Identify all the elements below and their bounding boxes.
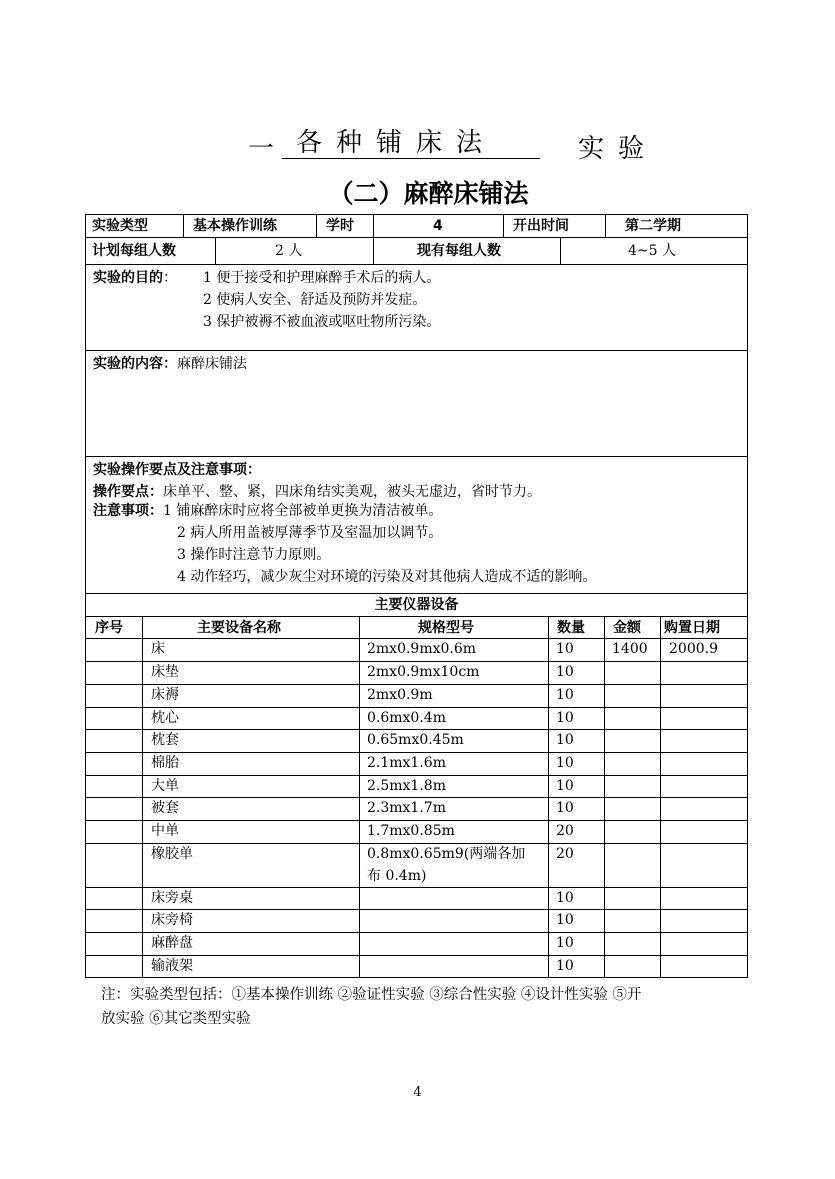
equipment-amount: 1400 [612,641,648,657]
content-value: 麻醉床铺法 [177,356,247,372]
precaution-item: 3 操作时注意节力原则。 [177,547,331,563]
equipment-spec: 2mx0.9mx10cm [367,664,480,680]
equipment-name: 被套 [151,800,179,816]
equipment-spec: 0.65mx0.45m [367,732,464,748]
offer-time-value: 第二学期 [625,218,681,234]
equipment-spec: 0.6mx0.4m [367,710,446,726]
page-number: 4 [413,1085,422,1100]
current-group-size-label: 现有每组人数 [417,243,501,259]
experiment-type-label: 实验类型 [92,218,148,234]
precaution-item: 1 铺麻醉床时应将全部被单更换为清洁被单。 [163,503,443,519]
col-divider [215,237,216,264]
hours-label: 学时 [326,218,354,234]
equipment-spec-continued: 布 0.4m) [367,868,427,884]
equipment-name: 棉胎 [151,755,179,771]
col-divider [316,214,317,237]
points-heading: 实验操作要点及注意事项： [93,462,261,478]
title-chapter-dash: 一 [248,134,275,164]
equipment-quantity: 10 [556,958,574,974]
col-divider [373,214,374,264]
equipment-name: 橡胶单 [151,846,193,862]
equipment-quantity: 10 [556,755,574,771]
row-divider [85,456,748,457]
equipment-name: 床旁椅 [151,912,193,928]
precautions [93,500,442,522]
current-group-size-value: 4~5 人 [628,243,676,259]
column-header-name: 主要设备名称 [197,620,281,636]
equipment-quantity: 20 [556,846,574,862]
equipment-heading: 主要仪器设备 [374,597,459,613]
equipment-name: 床褥 [151,687,179,703]
column-header-no: 序号 [95,620,123,636]
precaution-item: 2 病人所用盖被厚薄季节及室温加以调节。 [177,525,443,541]
equipment-quantity: 20 [556,823,574,839]
purpose-colon: ： [163,270,177,286]
title-experiment-name: 各种铺床法 [282,128,540,159]
precautions-label: 注意事项： [93,503,163,519]
equipment-name: 床 [151,641,165,657]
planned-group-size-value: 2 人 [275,243,303,259]
equipment-quantity: 10 [556,935,574,951]
equipment-quantity: 10 [556,710,574,726]
equipment-name: 床垫 [151,664,179,680]
purpose-item: 2 使病人安全、舒适及预防并发症。 [203,292,427,308]
purpose-label: 实验的目的 [93,270,163,286]
equipment-quantity: 10 [556,641,574,657]
footnote-line: 注：实验类型包括：①基本操作训练 ②验证性实验 ③综合性实验 ④设计性实验 ⑤开 [101,987,642,1003]
equipment-quantity: 10 [556,800,574,816]
equipment-quantity: 10 [556,890,574,906]
content-label: 实验的内容： [93,356,177,372]
hours-value: 4 [433,218,443,234]
col-divider [183,214,184,237]
equipment-spec: 2mx0.9mx0.6m [367,641,477,657]
equipment-name: 大单 [151,778,179,794]
purpose-item: 1 便于接受和护理麻醉手术后的病人。 [203,270,441,286]
equipment-name: 麻醉盘 [151,935,193,951]
purpose-section [93,267,177,289]
precaution-item: 4 动作轻巧，减少灰尘对环境的污染及对其他病人造成不适的影响。 [177,569,597,585]
equipment-spec: 2.1mx1.6m [367,755,446,771]
row-divider [85,264,748,265]
equipment-name: 输液架 [151,958,193,974]
equipment-spec: 2mx0.9m [367,687,433,703]
operation-points-value: 床单平、整、紧，四床角结实美观，被头无虚边，省时节力。 [163,484,541,500]
equipment-name: 枕心 [151,710,179,726]
experiment-type-value: 基本操作训练 [193,218,277,234]
footnote-line: 放实验 ⑥其它类型实验 [101,1011,251,1027]
footnote [101,983,751,1031]
equipment-spec: 0.8mx0.65m9(两端各加 [367,846,526,862]
equipment-quantity: 10 [556,778,574,794]
equipment-quantity: 10 [556,664,574,680]
document-title [0,126,835,166]
column-header-quantity: 数量 [557,620,585,636]
equipment-purchase-date: 2000.9 [669,641,718,657]
row-divider [85,350,748,351]
equipment-name: 枕套 [151,732,179,748]
column-header-spec: 规格型号 [418,620,474,636]
offer-time-label: 开出时间 [513,218,569,234]
planned-group-size-label: 计划每组人数 [92,243,176,259]
equipment-spec: 1.7mx0.85m [367,823,455,839]
equipment-spec: 2.3mx1.7m [367,800,446,816]
equipment-spec: 2.5mx1.8m [367,778,446,794]
equipment-name: 床旁桌 [151,890,193,906]
title-suffix: 实验 [578,134,659,164]
purpose-item: 3 保护被褥不被血液或呕吐物所污染。 [203,314,441,330]
col-divider [503,214,504,237]
column-header-amount: 金额 [613,620,641,636]
content-section [93,353,247,375]
row-divider [85,616,748,617]
row-divider [85,237,748,238]
col-divider [605,214,606,237]
equipment-quantity: 10 [556,732,574,748]
equipment-name: 中单 [151,823,179,839]
equipment-quantity: 10 [556,912,574,928]
col-divider [560,237,561,264]
column-header-purchase-date: 购置日期 [664,620,720,636]
operation-points-label: 操作要点： [93,484,163,500]
document-subtitle: （二）麻醉床铺法 [328,179,529,208]
equipment-quantity: 10 [556,687,574,703]
